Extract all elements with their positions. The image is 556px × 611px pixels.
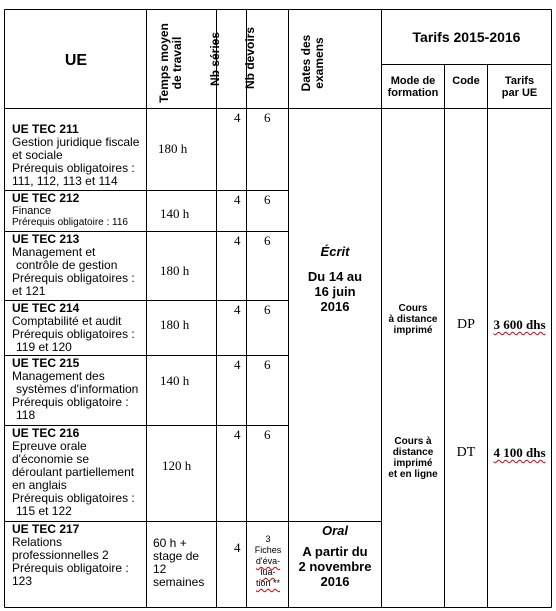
header-code: Code	[452, 75, 480, 87]
series-213: 4	[234, 233, 241, 248]
header-nb-devoirs: Nb devoirs	[243, 26, 257, 89]
devoirs-215: 6	[264, 357, 271, 372]
devoirs-211: 6	[264, 110, 271, 125]
devoirs-216: 6	[264, 427, 271, 442]
series-217: 4	[234, 540, 241, 555]
exam-ecrit: Écrit Du 14 au 16 juin 2016	[289, 244, 381, 314]
ue-code: UE TEC 215	[12, 356, 80, 370]
ue-code: UE TEC 216	[12, 426, 80, 440]
series-216: 4	[234, 427, 241, 442]
ue-code: UE TEC 214	[12, 301, 80, 315]
hours-217: 60 h + stage de 12 semaines	[153, 536, 205, 589]
ue-row-213: UE TEC 213 Management et contrôle de gestion Prérequis obligatoires : et 121	[12, 232, 135, 298]
series-211: 4	[234, 110, 241, 125]
tarif-mode-dt: Cours à distance imprimé et en ligne	[388, 436, 438, 480]
hours-211: 180 h	[158, 141, 188, 156]
series-212: 4	[234, 192, 241, 207]
series-214: 4	[234, 302, 241, 317]
exam-oral: Oral A partir du 2 novembre 2016	[289, 523, 381, 589]
ue-code: UE TEC 217	[12, 522, 80, 536]
ue-code: UE TEC 213	[12, 232, 80, 246]
hours-213: 180 h	[160, 263, 190, 278]
ue-code: UE TEC 212	[12, 191, 80, 205]
hours-214: 180 h	[160, 317, 190, 332]
tarif-code-dt: DT	[456, 445, 476, 460]
ue-row-216: UE TEC 216 Epreuve orale d'économie se déroulant partiellement en anglais Prérequis obligatoires : 115 et 122	[12, 426, 135, 518]
devoirs-217: 3 Fiches d'éva- lua- tion **	[254, 534, 282, 588]
exam-oral-title: Oral	[321, 523, 348, 538]
devoirs-212: 6	[264, 192, 271, 207]
ue-code: UE TEC 211	[12, 122, 79, 136]
tarif-price-dt: 4 100 dhs	[493, 445, 546, 460]
tarif-price-dp: 3 600 dhs	[493, 317, 546, 332]
header-tarifs-ue: Tarifs par UE	[501, 75, 538, 99]
devoirs-213: 6	[264, 233, 271, 248]
ue-row-214: UE TEC 214 Comptabilité et audit Prérequis obligatoires : 119 et 120	[12, 301, 135, 354]
header-tarifs-title: Tarifs 2015-2016	[412, 29, 521, 45]
ue-row-217: UE TEC 217 Relations professionnelles 2 Prérequis obligatoire : 123	[12, 522, 129, 588]
tarif-mode-dp: Cours à distance imprimé	[388, 303, 438, 336]
ue-row-211: UE TEC 211 Gestion juridique fiscale et sociale Prérequis obligatoires : 111, 112, 113 et 114	[12, 122, 140, 188]
header-temps-moyen: Temps moyen de travail	[157, 23, 184, 103]
header-mode-formation: Mode de formation	[387, 75, 439, 99]
header-dates-examens: Dates des examens	[299, 34, 326, 92]
hours-212: 140 h	[160, 206, 190, 221]
devoirs-214: 6	[264, 302, 271, 317]
header-nb-series: Nb séries	[208, 31, 222, 87]
hours-216: 120 h	[162, 458, 192, 473]
hours-215: 140 h	[160, 373, 190, 388]
series-215: 4	[234, 357, 241, 372]
header-ue: UE	[64, 52, 88, 69]
ue-row-215: UE TEC 215 Management des systèmes d'information Prérequis obligatoire : 118	[12, 356, 139, 422]
ue-row-212: UE TEC 212 Finance Prérequis obligatoire : 116	[12, 191, 128, 228]
exam-ecrit-title: Écrit	[320, 244, 350, 259]
tarif-code-dp: DP	[457, 317, 475, 332]
